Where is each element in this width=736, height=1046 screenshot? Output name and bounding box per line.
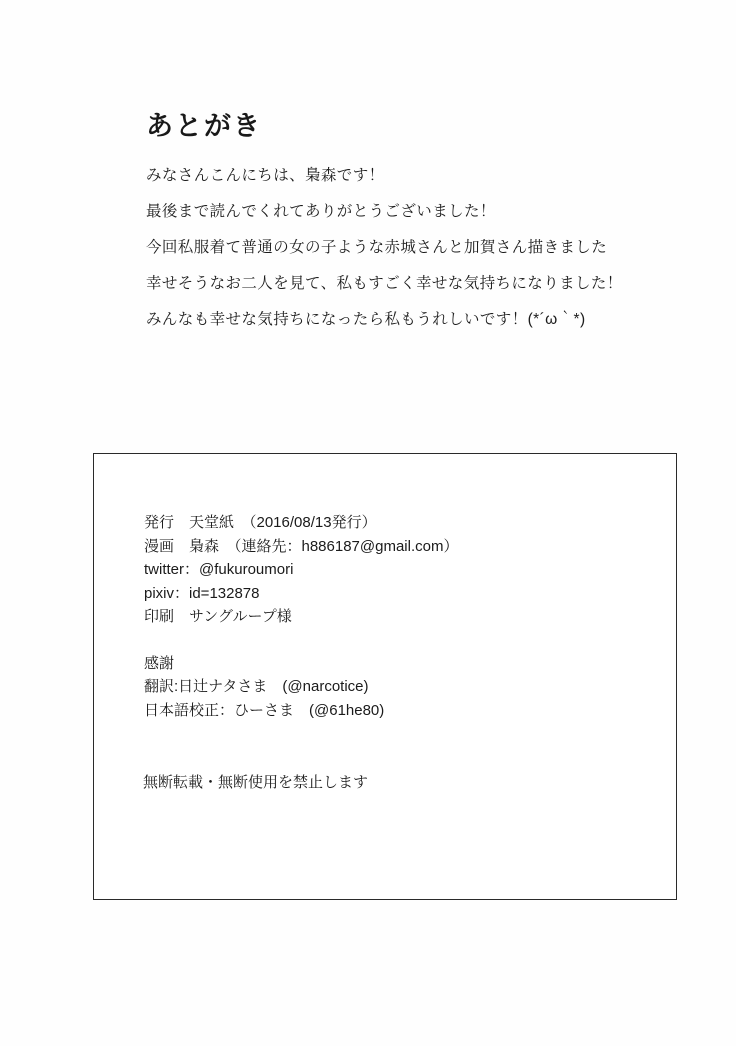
afterword-line: 最後まで読んでくれてありがとうございました！ [146, 203, 496, 220]
publication-info: 発行 天堂紙 （2016/08/13発行） [144, 514, 377, 531]
printing-info: 印刷 サングループ様 [144, 608, 292, 625]
colophon-content [144, 511, 656, 722]
translation-credit: 翻訳:日辻ナタさま (@narcotice) [144, 678, 369, 695]
afterword-line: みんなも幸せな気持ちになったら私もうれしいです！(*´ω｀*) [146, 311, 586, 328]
twitter-handle: twitter：@fukuroumori [144, 561, 294, 578]
thanks-block [144, 652, 656, 723]
copyright-notice: 無断転載・無断使用を禁止します [143, 774, 369, 791]
afterword-line: 今回私服着て普通の女の子ような赤城さんと加賀さん描きました [146, 239, 608, 256]
manga-credit: 漫画 梟森 （連絡先：h886187@gmail.com） [144, 537, 459, 555]
afterword-line: 幸せそうなお二人を見て、私もすごく幸せな気持ちになりました！ [146, 275, 623, 292]
proofreading-credit: 日本語校正：ひーさま (@61he80) [144, 701, 385, 719]
thanks-heading: 感謝 [144, 654, 175, 672]
page-title: あとがき [146, 111, 262, 141]
pixiv-id: pixiv：id=132878 [144, 584, 260, 602]
afterword-text [146, 158, 686, 338]
afterword-line: みなさんこんにちは、梟森です！ [146, 167, 385, 184]
colophon-box [93, 453, 677, 900]
spacer [144, 629, 656, 652]
